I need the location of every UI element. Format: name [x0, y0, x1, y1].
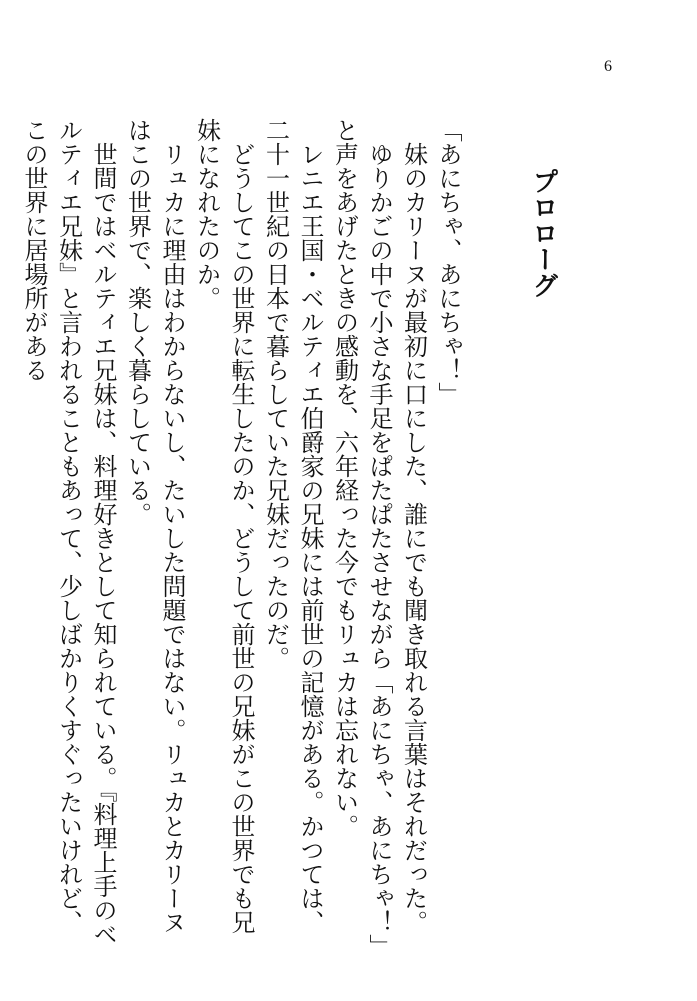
paragraph: 妹のカリーヌが最初に口にした、誰にでも聞き取れる言葉はそれだった。 [399, 118, 428, 934]
paragraph: ゆりかごの中で小さな手足をぱたぱたさせながら「あにちゃ、あにちゃ！」と声をあげたときの感動を、六年経った今でもリュカは忘れない。 [330, 118, 393, 946]
body-text [17, 118, 466, 948]
page-number: 6 [604, 58, 612, 75]
paragraph: リュカに理由はわからないし、たいした問題ではない。リュカとカリーヌはこの世界で、楽しく暮らしている。 [123, 118, 186, 934]
chapter-title: プロローグ [528, 168, 558, 298]
paragraph: 世間ではベルティエ兄妹は、料理好きとして知られている。『料理上手のベルティエ兄妹』と言われることもあって、少しばかりくすぐったいけれど、この世界に居場所がある [20, 118, 117, 946]
paragraph: 「あにちゃ、あにちゃ！」 [434, 118, 462, 406]
paragraph: レニエ王国・ベルティエ伯爵家の兄妹には前世の記憶がある。かつては、二十一世紀の日本で暮らしていた兄妹だったのだ。 [261, 118, 324, 934]
paragraph: どうしてこの世界に転生したのか、どうして前世の兄妹がこの世界でも兄妹になれたのか。 [192, 118, 255, 934]
